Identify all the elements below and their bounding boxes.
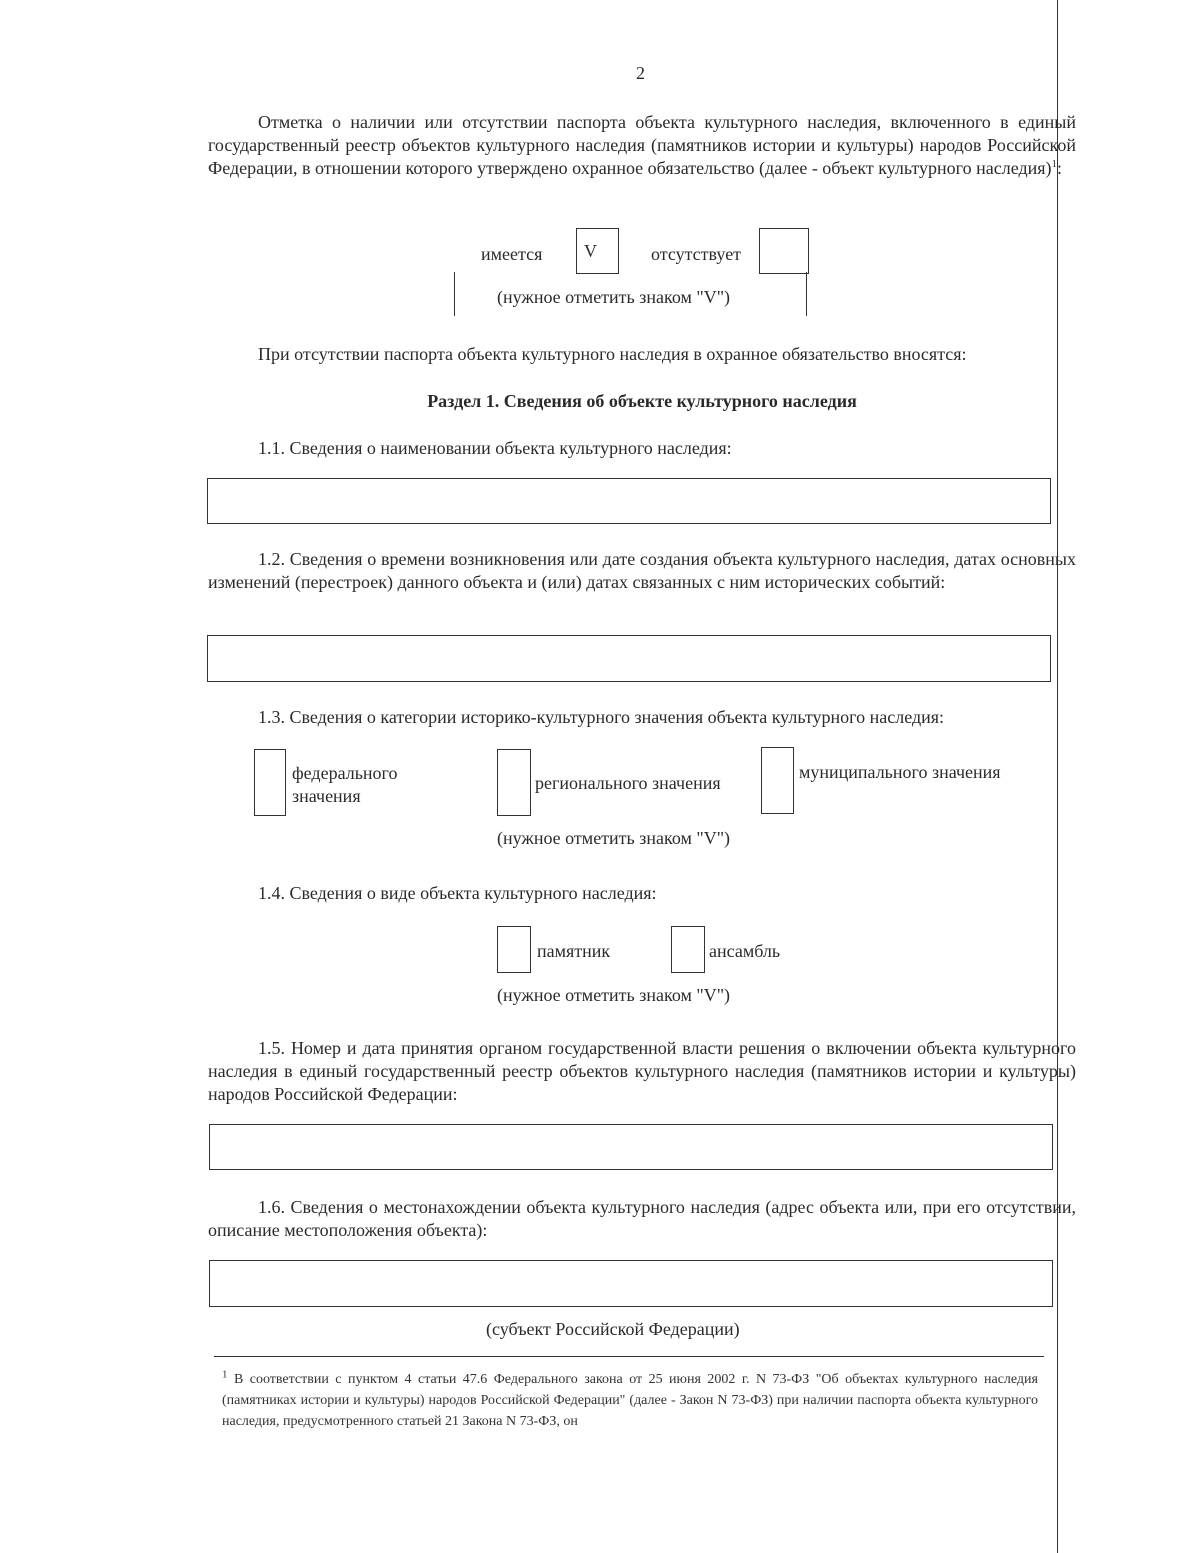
footnote-text: В соответствии с пунктом 4 статьи 47.6 Федерального закона от 25 июня 2002 г. N 73-ФЗ "Об объектах культурного наследия (памятниках истории и культуры) народов Российской Федерации" (далее - Закон N 73-ФЗ) при наличии паспорта объекта культурного наследия, предусмотренного статьей 21 Закона N 73-ФЗ, он [222,1372,1038,1429]
intro-text: Отметка о наличии или отсутствии паспорта объекта культурного наследия, включенного в единый государственный реестр объектов культурного наследия (памятников истории и культуры) народов Российской Федерации, в отношении которого утверждено охранное обязательство (далее - объект культурного наследия) [208,112,1076,178]
s1-3-label: 1.3. Сведения о категории историко-культурного значения объекта культурного наследия: [258,707,945,727]
scan-edge-line [1057,0,1058,1553]
municipal-label: муниципального значения [799,762,1001,782]
section-title: Раздел 1. Сведения об объекте культурного наследия [427,391,857,411]
s1-2-label: 1.2. Сведения о времени возникновения или дате создания объекта культурного наследия, датах основных изменений (перестроек) данного объекта и (или) датах связанных с ним исторических событий: [208,549,1076,592]
federal-checkbox[interactable] [254,749,286,816]
passport-hint: (нужное отметить знаком "V") [497,287,731,307]
ensemble-checkbox[interactable] [671,926,705,973]
s1-6-label: 1.6. Сведения о местонахождении объекта культурного наследия (адрес объекта или, при его отсутствии, описание местоположения объекта): [208,1197,1076,1240]
s1-5-label: 1.5. Номер и дата принятия органом государственной власти решения о включении объекта культурного наследия в единый государственный реестр объектов культурного наследия (памятников истории и культуры) народов Российской Федерации: [208,1038,1076,1104]
s1-5-registry-field[interactable] [209,1124,1053,1170]
monument-checkbox[interactable] [497,926,531,973]
passport-has-checkbox[interactable] [576,228,619,274]
passport-absent-label: отсутствует [651,244,742,264]
passport-absent-checkbox[interactable] [759,228,809,274]
s1-4-label: 1.4. Сведения о виде объекта культурного наследия: [258,883,657,903]
footnote [222,1369,1038,1432]
footnote-ref: 1 [1051,158,1058,170]
footnote-mark: 1 [222,1368,228,1381]
municipal-checkbox[interactable] [761,747,794,814]
s1-2-dates-field[interactable] [207,635,1051,682]
intro-colon: : [1057,158,1063,178]
regional-label: регионального значения [535,773,721,793]
s1-4-hint: (нужное отметить знаком "V") [497,985,731,1005]
regional-checkbox[interactable] [497,749,531,816]
footnote-separator [214,1356,1044,1357]
passport-left-rule [454,272,455,316]
page-number: 2 [636,63,645,83]
ensemble-label: ансамбль [709,941,781,961]
s1-3-hint: (нужное отметить знаком "V") [497,828,731,848]
federal-label: федерального значения [292,763,398,806]
s1-1-name-field[interactable] [207,478,1051,524]
passport-has-label: имеется [481,244,543,264]
s1-6-location-field[interactable] [209,1260,1053,1307]
absence-note: При отсутствии паспорта объекта культурного наследия в охранное обязательство вносятся: [258,344,967,364]
monument-label: памятник [537,941,611,961]
intro-paragraph [208,111,1076,180]
s1-6-caption: (субъект Российской Федерации) [486,1319,740,1339]
s1-1-label: 1.1. Сведения о наименовании объекта культурного наследия: [258,438,732,458]
passport-has-mark: V [584,241,597,261]
passport-right-rule [806,272,807,316]
